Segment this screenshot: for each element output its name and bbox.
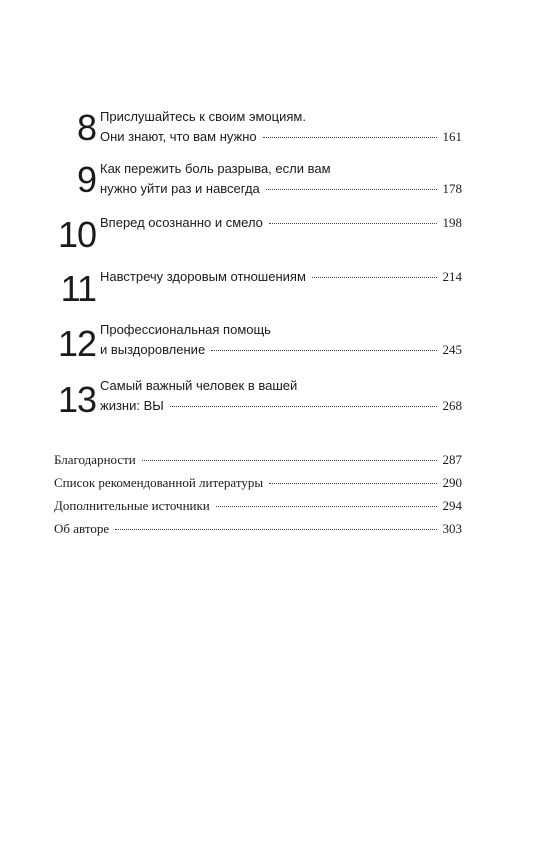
dot-leader <box>142 459 437 461</box>
chapter-title-row <box>100 180 462 198</box>
toc-chapter-13 <box>0 377 533 427</box>
chapter-title-row <box>100 128 462 146</box>
chapter-number: 12 <box>57 323 96 364</box>
chapter-title: Вперед осознанно и смело <box>100 215 263 230</box>
chapter-title-line-1: Прислушайтесь к своим эмоциям. <box>100 109 306 124</box>
toc-extra-acknowledgements <box>54 450 462 470</box>
chapter-title: Навстречу здоровым отношениям <box>100 269 306 284</box>
chapter-page-number: 245 <box>442 342 462 357</box>
chapter-title-line-1: Как пережить боль разрыва, если вам <box>100 161 331 176</box>
chapter-number: 8 <box>76 107 96 148</box>
chapter-title-line-1: Профессиональная помощь <box>100 322 271 337</box>
chapter-title-row <box>100 397 462 415</box>
chapter-page-number: 178 <box>442 181 462 196</box>
chapter-number: 11 <box>60 268 96 309</box>
dot-leader <box>216 505 437 507</box>
toc-chapter-12 <box>0 321 533 371</box>
chapter-title-line-1: Самый важный человек в вашей <box>100 378 298 393</box>
toc-extra-additional-sources <box>54 496 462 516</box>
chapter-page-number: 161 <box>442 129 462 144</box>
extra-page-number: 303 <box>442 521 462 536</box>
dot-leader <box>170 405 437 407</box>
toc-extra-about-author <box>54 519 462 539</box>
extra-title: Благодарности <box>54 452 136 467</box>
toc-chapter-10 <box>0 212 533 262</box>
chapter-title-line-2: Они знают, что вам нужно <box>100 129 257 144</box>
chapter-title-line-2: жизни: ВЫ <box>100 398 164 413</box>
toc-extra-recommended-reading <box>54 473 462 493</box>
extra-page-number: 294 <box>442 498 462 513</box>
dot-leader <box>211 349 436 351</box>
dot-leader <box>263 136 437 138</box>
toc-chapter-9 <box>0 160 533 210</box>
dot-leader <box>269 222 437 224</box>
chapter-title-row <box>100 341 462 359</box>
dot-leader <box>266 188 437 190</box>
chapter-number: 9 <box>76 159 96 200</box>
chapter-page-number: 214 <box>442 269 462 284</box>
dot-leader <box>312 276 437 278</box>
extra-page-number: 287 <box>442 452 462 467</box>
toc-chapter-11 <box>0 266 533 316</box>
dot-leader <box>115 528 436 530</box>
extra-page-number: 290 <box>442 475 462 490</box>
chapter-title-row <box>100 268 462 286</box>
chapter-page-number: 268 <box>442 398 462 413</box>
extra-title: Дополнительные источники <box>54 498 210 513</box>
chapter-title-row <box>100 214 462 232</box>
toc-chapter-8 <box>0 108 533 158</box>
extra-title: Список рекомендованной литературы <box>54 475 264 490</box>
chapter-title-line-2: нужно уйти раз и навсегда <box>100 181 260 196</box>
extra-title: Об авторе <box>54 521 110 536</box>
chapter-title-line-2: и выздоровление <box>100 342 206 357</box>
chapter-number: 10 <box>57 214 96 255</box>
chapter-number: 13 <box>57 379 96 420</box>
chapter-page-number: 198 <box>442 215 462 230</box>
dot-leader <box>269 482 436 484</box>
